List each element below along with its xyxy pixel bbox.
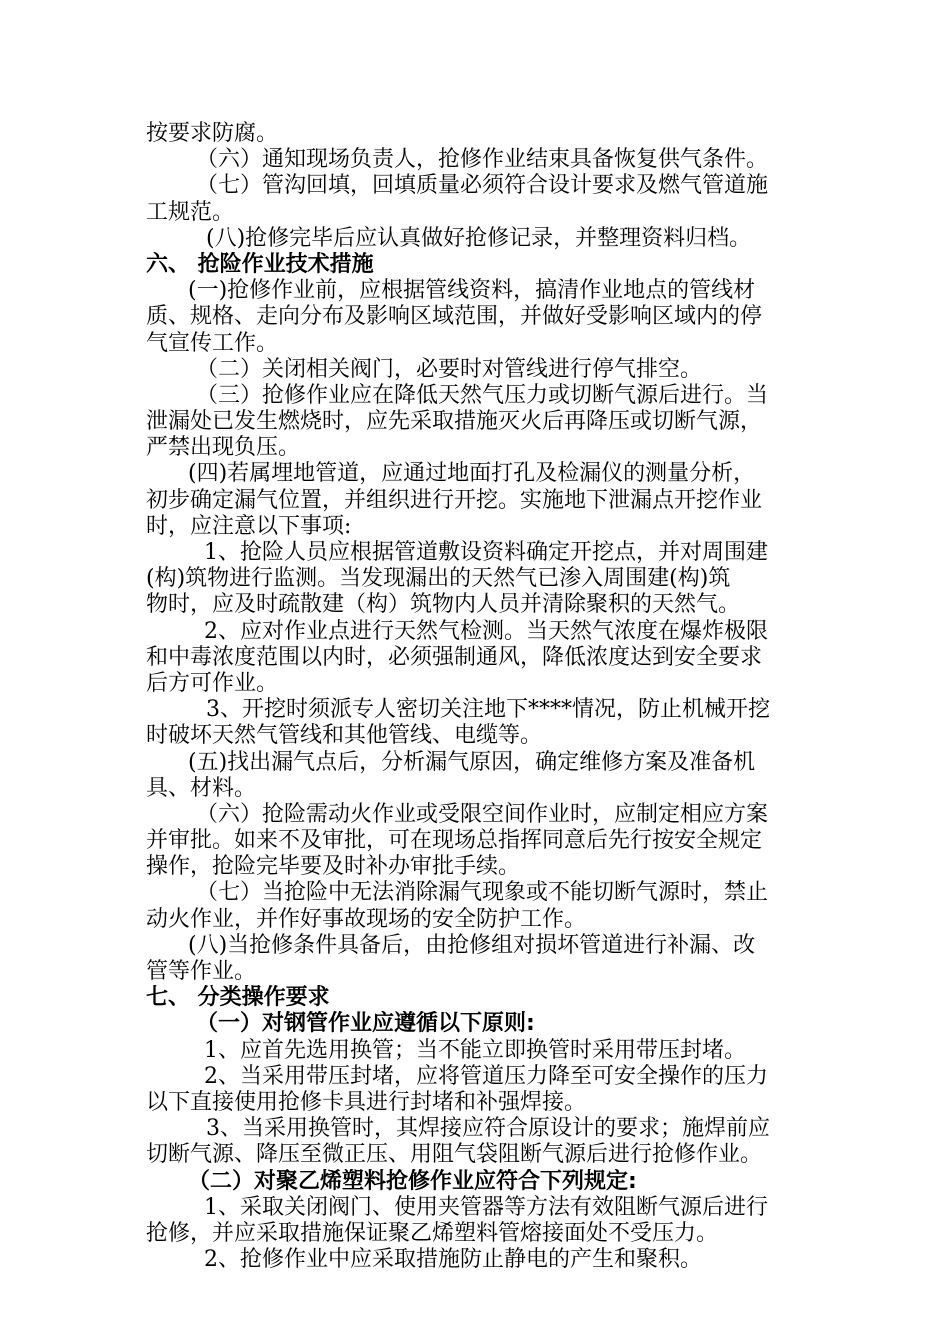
text-line: 时，应注意以下事项: [146, 513, 352, 539]
text-line: 2、应对作业点进行天然气检测。当天然气浓度在爆炸极限 [204, 618, 768, 644]
document-page [146, 121, 812, 1273]
text-line: (八)抢修完毕后应认真做好抢修记录，并整理资料归档。 [206, 225, 752, 251]
text-line: (四)若属埋地管道，应通过地面打孔及检漏仪的测量分析， [188, 461, 756, 487]
text-line: 3、当采用换管时，其焊接应符合原设计的要求；施焊前应 [206, 1116, 770, 1142]
text-line: 管等作业。 [146, 959, 257, 984]
text-line: 按要求防腐。 [146, 121, 279, 146]
text-line: （七）当抢险中无法消除漏气现象或不能切断气源时，禁止 [196, 880, 769, 906]
text-line: (八)当抢修条件具备后，由抢修组对损坏管道进行补漏、改 [188, 932, 756, 958]
text-line: 严禁出现负压。 [146, 435, 301, 461]
section-heading: （二）对聚乙烯塑料抢修作业应符合下列规定: [188, 1168, 637, 1194]
text-line: 后方可作业。 [146, 670, 279, 696]
text-line: 2、当采用带压封堵，应将管道压力降至可安全操作的压力 [204, 1063, 768, 1089]
text-line: 2、抢修作业中应采取措施防止静电的产生和聚积。 [204, 1247, 702, 1273]
text-line: 和中毒浓度范围以内时，必须强制通风，降低浓度达到安全要求 [146, 644, 763, 670]
text-line: (构)筑物进行监测。当发现漏出的天然气已渗入周围建(构)筑 [146, 566, 731, 592]
text-line: (五)找出漏气点后，分析漏气原因，确定维修方案及准备机 [188, 749, 756, 775]
section-heading: （一）对钢管作业应遵循以下原则: [196, 1011, 535, 1037]
text-line: 物时，应及时疏散建（构）筑物内人员并清除聚积的天然气。 [146, 592, 741, 618]
text-line: 初步确定漏气位置，并组织进行开挖。实施地下泄漏点开挖作业 [146, 487, 763, 513]
text-line: 工规范。 [146, 199, 235, 225]
text-line: （六）通知现场负责人，抢修作业结束具备恢复供气条件。 [196, 147, 769, 173]
section-heading: 七、 分类操作要求 [146, 985, 330, 1011]
section-heading: 六、 抢险作业技术措施 [146, 251, 374, 277]
text-line: 抢修，并应采取措施保证聚乙烯塑料管熔接面处不受压力。 [146, 1220, 719, 1246]
text-line: 1、应首先选用换管；当不能立即换管时采用带压封堵。 [204, 1037, 746, 1063]
text-line: （三）抢修作业应在降低天然气压力或切断气源后进行。当 [196, 382, 769, 408]
text-line: （二）关闭相关阀门，必要时对管线进行停气排空。 [196, 356, 703, 382]
text-line: (一)抢修作业前，应根据管线资料，搞清作业地点的管线材 [188, 278, 756, 304]
text-line: 1、抢险人员应根据管道敷设资料确定开挖点，并对周围建 [204, 540, 768, 565]
text-line: 1、采取关闭阀门、使用夹管器等方法有效阻断气源后进行 [204, 1194, 768, 1220]
text-line: 质、规格、走向分布及影响区域范围，并做好受影响区域内的停 [146, 304, 763, 330]
text-line: 并审批。如来不及审批，可在现场总指挥同意后先行按安全规定 [146, 828, 763, 854]
text-line: 气宣传工作。 [146, 330, 279, 356]
text-line: （七）管沟回填，回填质量必须符合设计要求及燃气管道施 [196, 173, 769, 199]
text-line: 操作，抢险完毕要及时补办审批手续。 [146, 854, 521, 880]
text-line: （六）抢险需动火作业或受限空间作业时，应制定相应方案 [196, 801, 769, 827]
text-line: 切断气源、降压至微正压、用阻气袋阻断气源后进行抢修作业。 [146, 1142, 763, 1168]
text-line: 泄漏处已发生燃烧时，应先采取措施灭火后再降压或切断气源， [146, 409, 763, 435]
text-line: 动火作业，并作好事故现场的安全防护工作。 [146, 906, 587, 932]
text-line: 以下直接使用抢修卡具进行封堵和补强焊接。 [146, 1089, 587, 1115]
text-line: 具、材料。 [146, 775, 257, 801]
text-line: 3、开挖时须派专人密切关注地下****情况，防止机械开挖 [206, 697, 770, 723]
text-line: 时破坏天然气管线和其他管线、电缆等。 [146, 723, 543, 749]
